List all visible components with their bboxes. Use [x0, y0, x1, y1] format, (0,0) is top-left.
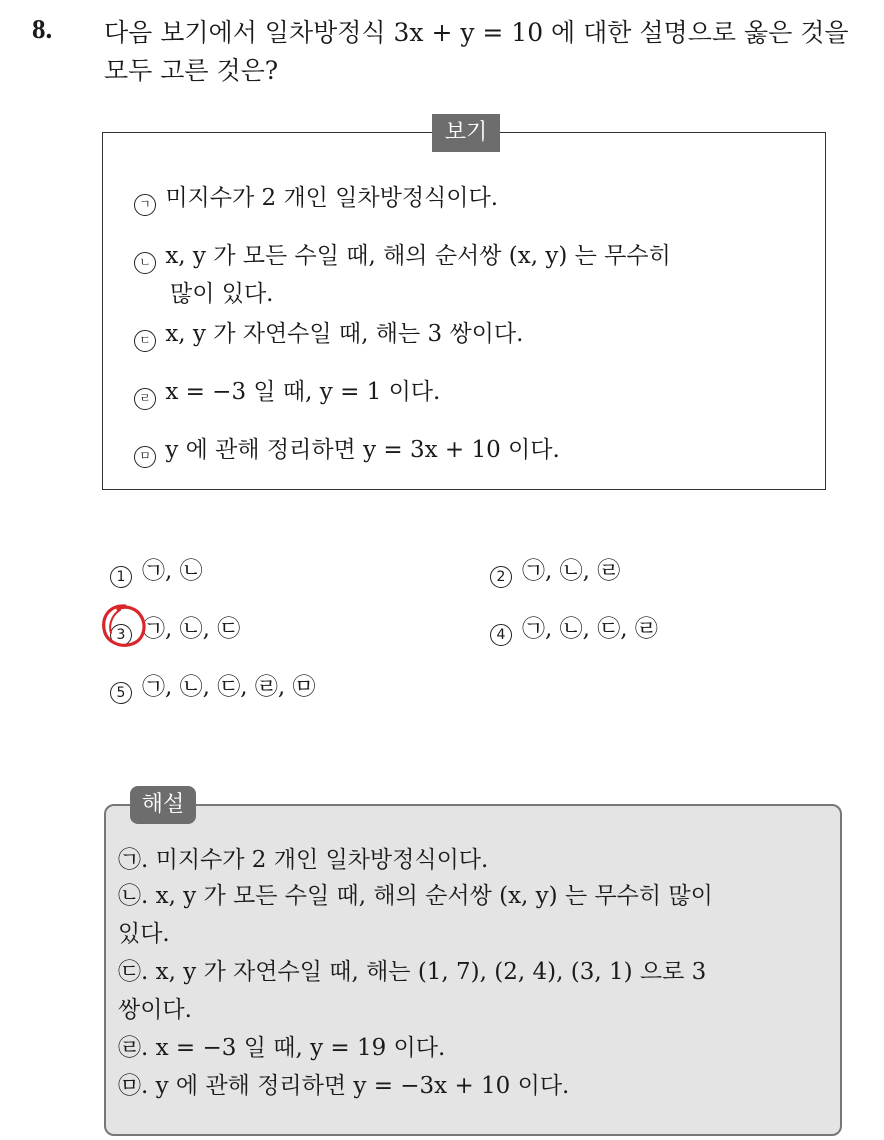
question-text [104, 14, 874, 90]
bogi-marker-4: ㄹ [134, 388, 156, 410]
choice-4[interactable] [490, 614, 658, 646]
solution-line-2: ㉡. x, y 가 모든 수일 때, 해의 순서쌍 (x, y) 는 무수히 많이 [118, 883, 713, 909]
choice-text-4: ㉠, ㉡, ㉢, ㉣ [522, 616, 658, 642]
bogi-marker-2: ㄴ [134, 252, 156, 274]
solution-line-6: ㉣. x = −3 일 때, y = 19 이다. [118, 1035, 446, 1061]
bogi-item-3 [132, 316, 523, 352]
bogi-item-1 [132, 180, 498, 216]
choice-number-4: 4 [490, 624, 512, 646]
choice-text-1: ㉠, ㉡ [142, 558, 203, 584]
bogi-item-2 [132, 238, 671, 274]
question-line-2: 모두 고른 것은? [104, 56, 279, 85]
bogi-marker-1: ㄱ [134, 194, 156, 216]
choice-number-3: 3 [110, 624, 132, 646]
bogi-marker-5: ㅁ [134, 446, 156, 468]
solution-title: 해설 [130, 786, 196, 824]
choice-1[interactable] [110, 556, 203, 588]
choice-text-2: ㉠, ㉡, ㉣ [522, 558, 621, 584]
bogi-marker-3: ㄷ [134, 330, 156, 352]
answer-circle-mark [98, 600, 152, 652]
bogi-text-5: y 에 관해 정리하면 y = 3x + 10 이다. [165, 437, 560, 463]
bogi-item-4 [132, 374, 440, 410]
choice-number-1: 1 [110, 566, 132, 588]
bogi-text-1: 미지수가 2 개인 일차방정식이다. [165, 185, 499, 211]
choice-text-3: ㉠, ㉡, ㉢ [142, 616, 241, 642]
solution-line-3: 있다. [118, 921, 170, 947]
choice-number-2: 2 [490, 566, 512, 588]
choice-number-5: 5 [110, 682, 132, 704]
choice-2[interactable] [490, 556, 620, 588]
choice-5[interactable] [110, 672, 316, 704]
bogi-text-4: x = −3 일 때, y = 1 이다. [165, 379, 441, 405]
bogi-item-2-cont: 많이 있다. [170, 281, 274, 307]
solution-line-4: ㉢. x, y 가 자연수일 때, 해는 (1, 7), (2, 4), (3, 1) 으로 3 [118, 959, 707, 985]
question-number: 8. [32, 14, 53, 44]
bogi-text-2: x, y 가 모든 수일 때, 해의 순서쌍 (x, y) 는 무수히 [165, 243, 671, 269]
question-line-1: 다음 보기에서 일차방정식 3x + y = 10 에 대한 설명으로 옳은 것을 [104, 18, 849, 47]
solution-line-7: ㉤. y 에 관해 정리하면 y = −3x + 10 이다. [118, 1073, 570, 1099]
bogi-title: 보기 [432, 114, 500, 152]
bogi-text-3: x, y 가 자연수일 때, 해는 3 쌍이다. [165, 321, 524, 347]
solution-line-5: 쌍이다. [118, 997, 192, 1023]
bogi-item-5 [132, 432, 560, 468]
solution-line-1: ㉠. 미지수가 2 개인 일차방정식이다. [118, 847, 489, 873]
choice-text-5: ㉠, ㉡, ㉢, ㉣, ㉤ [142, 674, 316, 700]
